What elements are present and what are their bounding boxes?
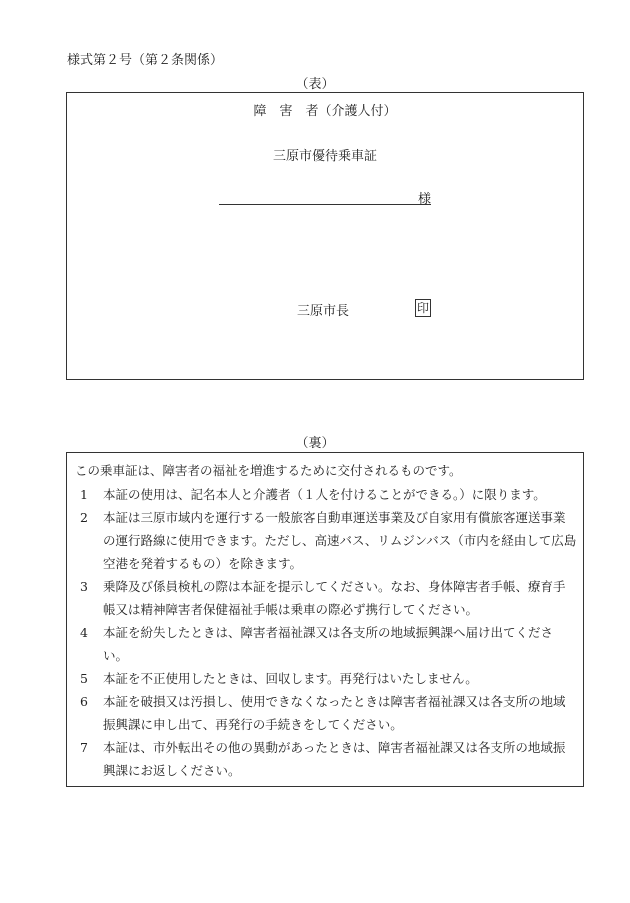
card-title: 障 害 者（介護人付） xyxy=(253,104,397,119)
note-item xyxy=(67,621,583,667)
front-card xyxy=(66,92,584,380)
issuer-mayor: 三原市長 xyxy=(297,304,350,319)
form-number: 様式第２号（第２条関係） xyxy=(67,53,224,68)
note-text: 本証を破損又は汚損し、使用できなくなったときは障害者福祉課又は各支所の地域振興課に申し出て、再発行の手続きをしてください。 xyxy=(103,694,566,732)
note-number: 7 xyxy=(80,740,88,755)
note-number: 5 xyxy=(80,671,88,686)
note-text: 本証を紛失したときは、障害者福祉課又は各支所の地域振興課へ届け出てください。 xyxy=(103,625,554,663)
note-item xyxy=(67,667,583,690)
name-entry-line xyxy=(219,204,431,205)
note-number: 1 xyxy=(80,487,88,502)
note-number: 6 xyxy=(80,694,88,709)
note-number: 2 xyxy=(80,510,88,525)
note-item xyxy=(67,506,583,575)
note-item xyxy=(67,575,583,621)
note-text: 本証の使用は、記名本人と介護者（１人を付けることができる。）に限ります。 xyxy=(103,487,546,502)
note-text: 本証は三原市域内を運行する一般旅客自動車運送事業及び自家用有償旅客運送事業の運行路線に使用できます。ただし、高速バス、リムジンバス（市内を経由して広島空港を発着するもの）を除きます。 xyxy=(103,510,577,571)
note-number: 3 xyxy=(80,579,88,594)
note-item xyxy=(67,690,583,736)
back-side-label: （裏） xyxy=(295,436,335,451)
note-text: 本証は、市外転出その他の異動があったときは、障害者福祉課又は各支所の地域振興課にお返しください。 xyxy=(103,740,566,778)
intro-text: この乗車証は、障害者の福祉を増進するために交付されるものです。 xyxy=(75,463,462,478)
note-item xyxy=(67,483,583,506)
note-number: 4 xyxy=(80,625,88,640)
note-text: 乗降及び係員検札の際は本証を提示してください。なお、身体障害者手帳、療育手帳又は精神障害者保健福祉手帳は乗車の際必ず携行してください。 xyxy=(103,579,566,617)
note-item xyxy=(67,736,583,782)
front-side-label: （表） xyxy=(295,77,335,92)
notes-list xyxy=(67,483,583,782)
note-text: 本証を不正使用したときは、回収します。再発行はいたしません。 xyxy=(103,671,478,686)
card-name: 三原市優待乗車証 xyxy=(272,149,377,164)
back-card xyxy=(66,452,584,787)
seal-stamp: 印 xyxy=(416,301,429,315)
honorific: 様 xyxy=(418,192,432,207)
